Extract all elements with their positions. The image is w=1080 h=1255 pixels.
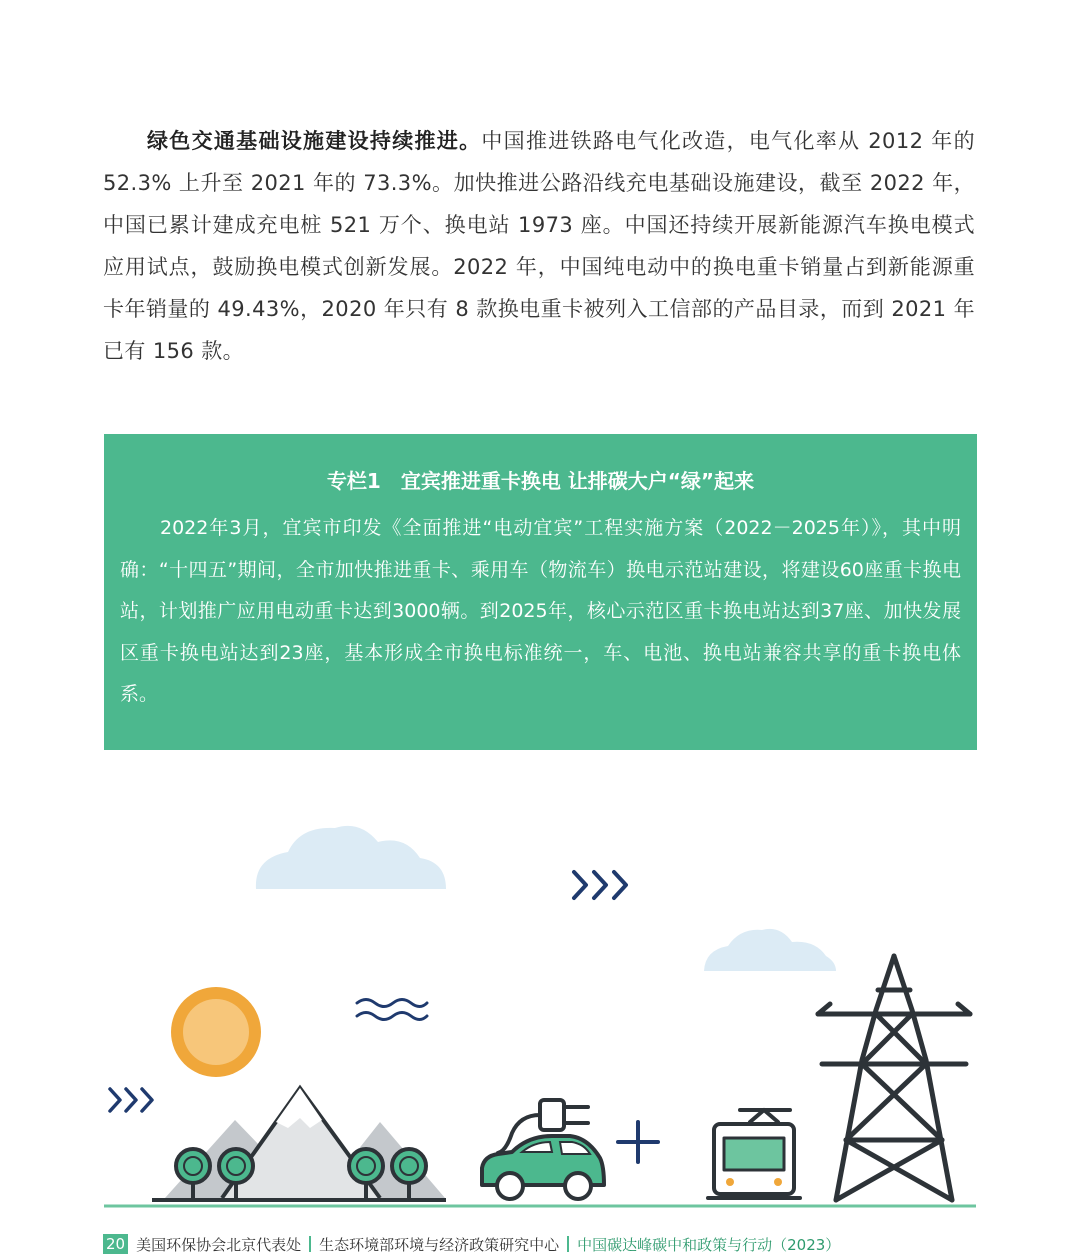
paragraph-body: 中国推进铁路电气化改造，电气化率从 2012 年的 52.3% 上升至 2021 年的 73.3%。加快推进公路沿线充电基础设施建设，截至 2022 年，中国已累计建成充电桩 521 万个、换电站 1973 座。中国还持续开展新能源汽车换电模式应用试点，鼓励换电模式创新发展。2022 年，中国纯电动中的换电重卡销量占到新能源重卡年销量的 49.43%，2020 年只有 8 款换电重卡被列入工信部的产品目录，而到 2021 年已有 156 款。	[103, 129, 975, 363]
cloud-icon	[704, 929, 836, 971]
feature-box-text: 2022年3月，宜宾市印发《全面推进“电动宜宾”工程实施方案（2022－2025年）》，其中明确：“十四五”期间，全市加快推进重卡、乘用车（物流车）换电示范站建设，将建设60座重卡换电站，计划推广应用电动重卡达到3000辆。到2025年，核心示范区重卡换电站达到37座、加快发展区重卡换电站达到23座，基本形成全市换电标准统一，车、电池、换电站兼容共享的重卡换电体系。	[120, 517, 961, 705]
body-paragraph	[103, 120, 975, 372]
footer-org-2: 生态环境部环境与经济政策研究中心	[319, 1235, 560, 1254]
feature-box	[104, 434, 977, 750]
page-footer	[103, 1233, 983, 1255]
footer-publication: 中国碳达峰碳中和政策与行动（2023）	[577, 1235, 841, 1254]
feature-box-title: 专栏1 宜宾推进重卡换电 让排碳大户“绿”起来	[326, 469, 755, 493]
chevrons-icon	[110, 1089, 152, 1111]
footer-divider	[567, 1236, 569, 1252]
electric-car-icon	[482, 1136, 604, 1199]
footer-org-1: 美国环保协会北京代表处	[136, 1235, 302, 1254]
wind-icon	[357, 1000, 427, 1020]
sun-icon	[171, 987, 261, 1077]
page-number: 20	[103, 1234, 128, 1254]
paragraph-lead: 绿色交通基础设施建设持续推进。	[147, 129, 482, 153]
transmission-tower-icon	[818, 956, 970, 1200]
footer-divider	[309, 1236, 311, 1252]
cloud-icon	[256, 826, 446, 889]
chevrons-icon	[574, 872, 626, 898]
plus-icon	[618, 1122, 658, 1162]
tram-icon	[708, 1110, 800, 1198]
ev-illustration	[0, 800, 1080, 1220]
